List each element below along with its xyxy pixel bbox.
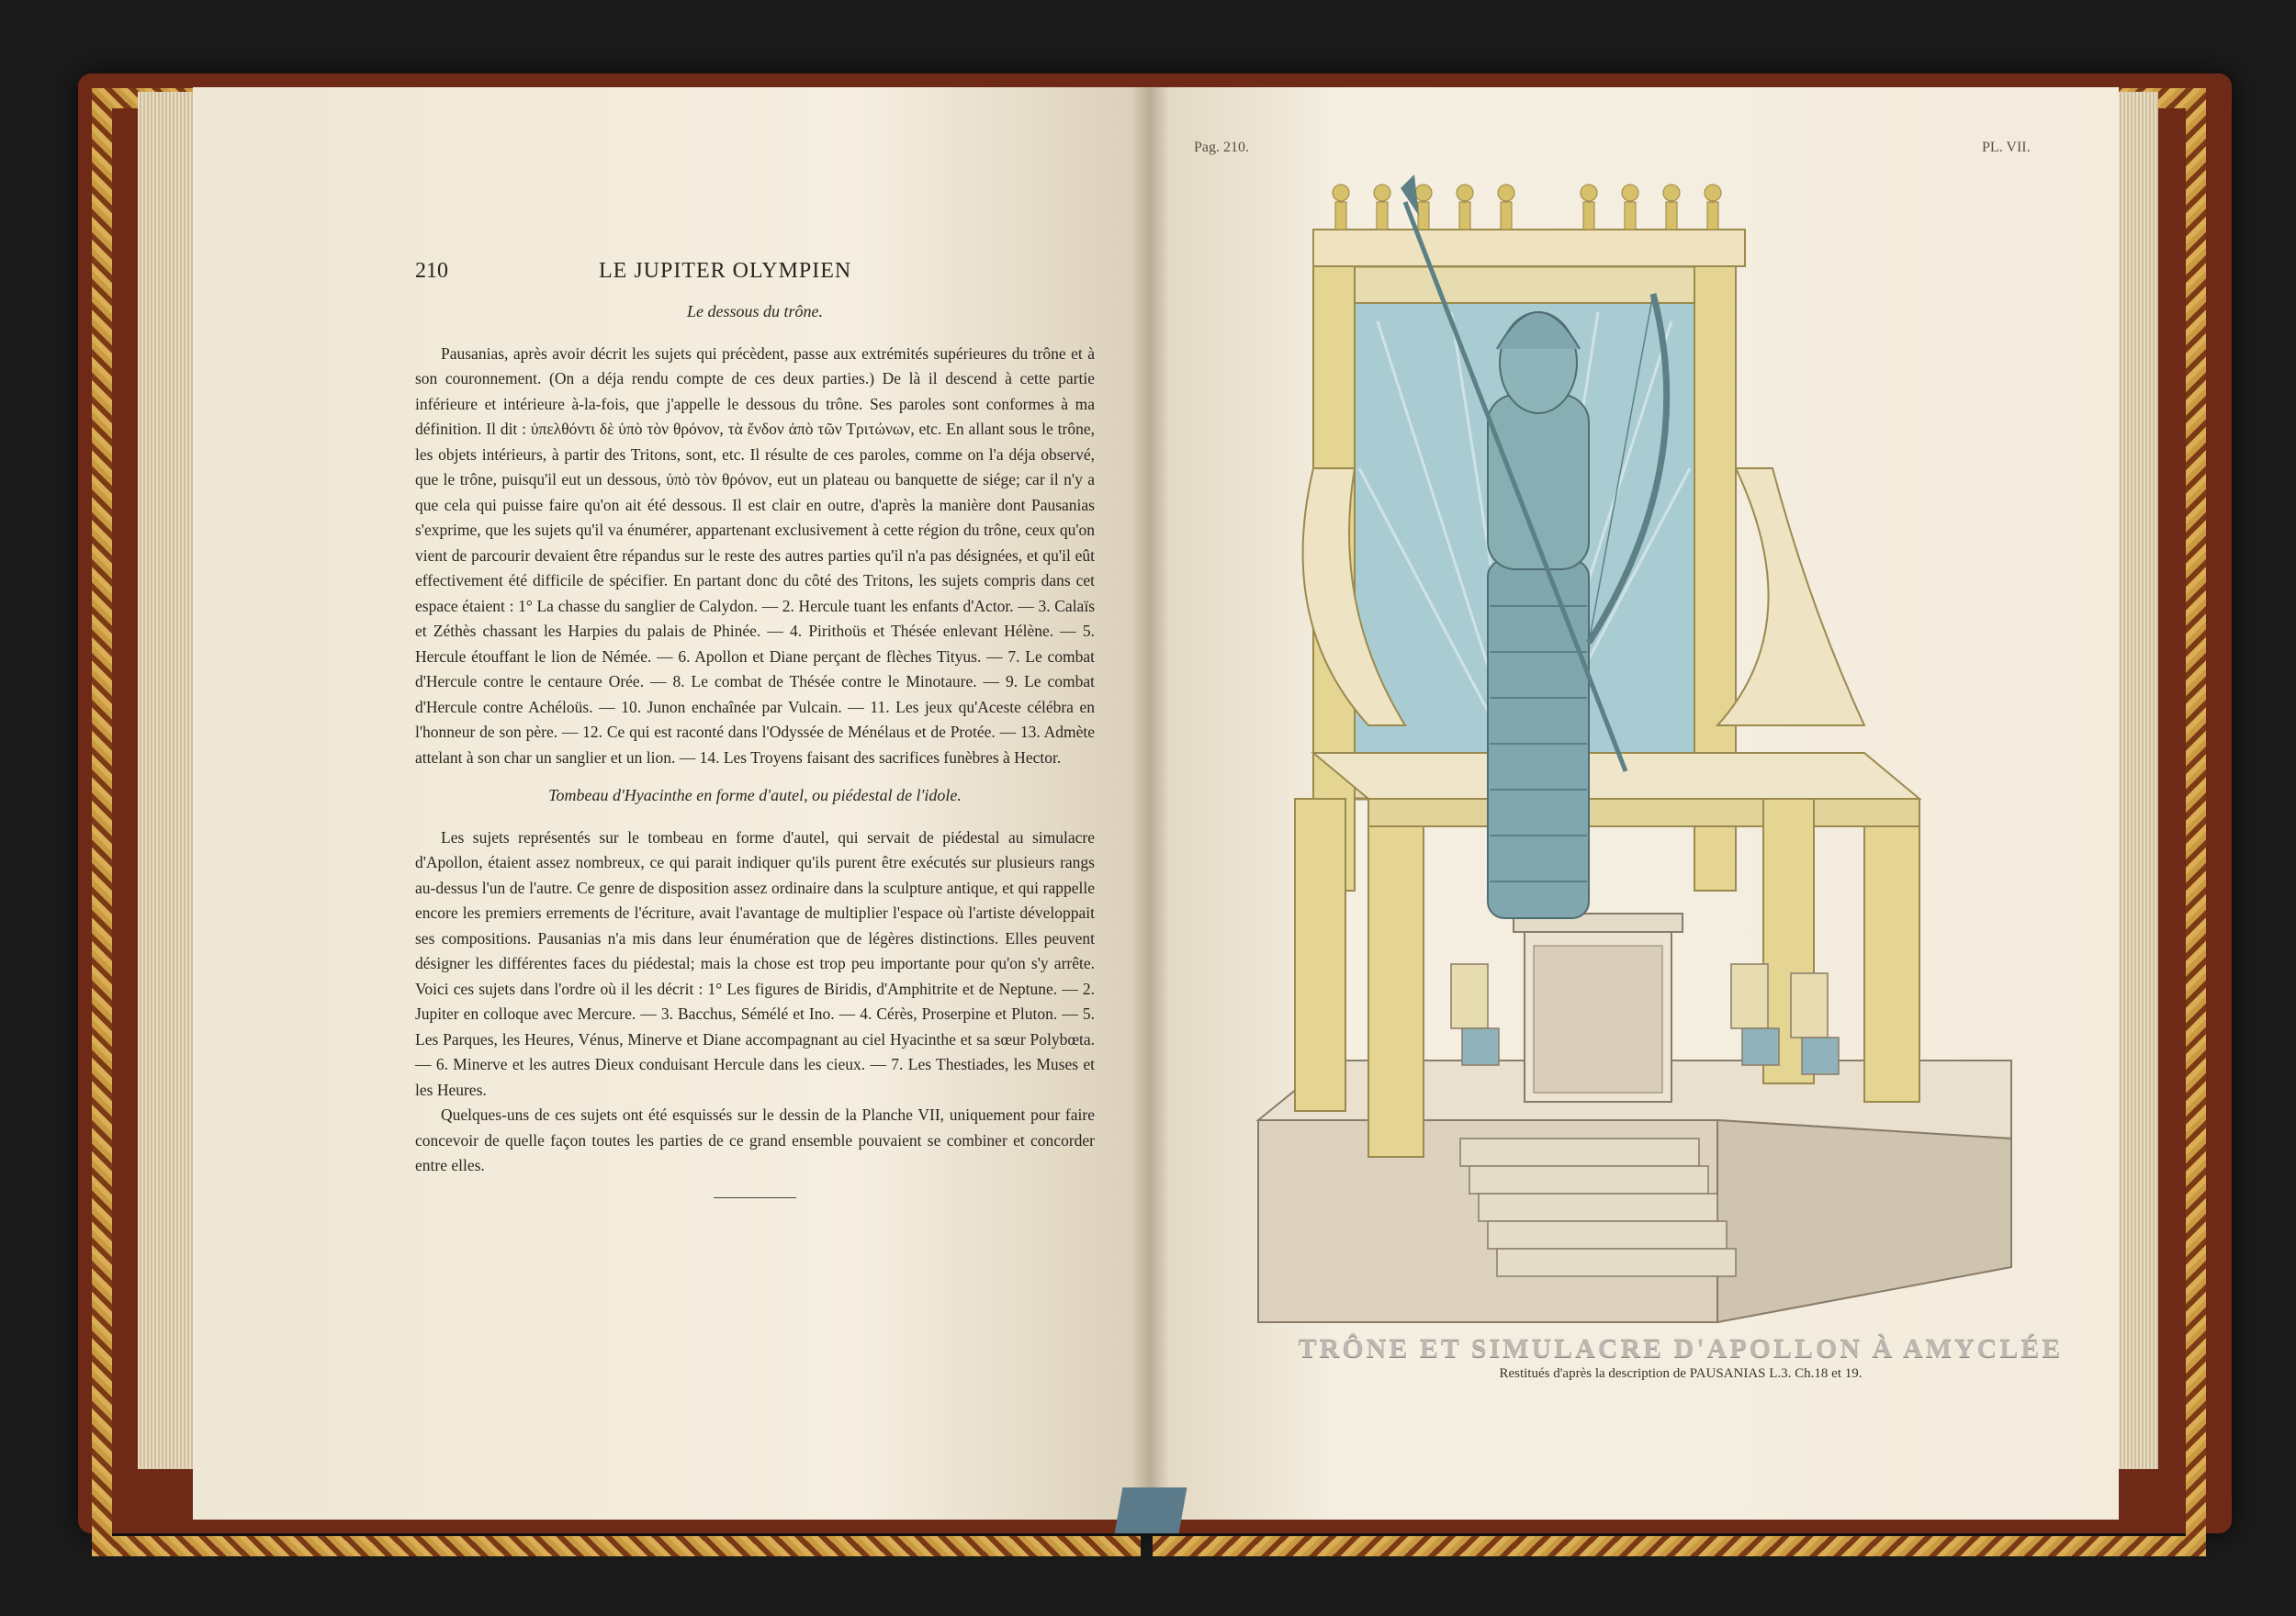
end-rule bbox=[714, 1197, 796, 1198]
paragraph-planche: Quelques-uns de ces sujets ont été esquissés sur le dessin de la Planche VII, uniquement pour faire concevoir de quelle façon toutes les parties de ce grand ensemble pouvaient se combiner et concorder entre elles. bbox=[415, 1105, 1095, 1174]
left-page-text bbox=[415, 299, 1095, 1198]
plate-page-ref: Pag. 210. bbox=[1194, 140, 1249, 155]
section-heading-dessous: Le dessous du trône. bbox=[687, 302, 823, 320]
paragraph-tombeau: Les sujets représentés sur le tombeau en forme d'autel, qui servait de piédestal au simulacre d'Apollon, étaient assez nombreux, ce qui parait indiquer qu'ils purent être exécutés sur plusieurs rangs au-dessus l'un de l'autre. Ce genre de disposition assez ordinaire dans la sculpture antique, et qui rappelle encore les premiers errements de l'écriture, avait l'avantage de multiplier l'espace où l'artiste développait ses compositions. Pausanias n'a mis dans leur énumération que de légères distinctions. Elles peuvent désigner les différentes faces du piédestal; mais la chose est trop peu importante pour qu'on s'y arrête. Voici ces sujets dans l'ordre où il les décrit : 1° Les figures de Biridis, d'Amphitrite et de Neptune. — 2. Jupiter en colloque avec Mercure. — 3. Bacchus, Sémélé et Ino. — 4. Cérès, Proserpine et Pluton. — 5. Les Parques, les Heures, Vénus, Minerve et Diane accompagnant au ciel Hyacinthe et sa sœur Polybœta. — 6. Minerve et les autres Dieux conduisant Hercule dans les cieux. — 7. Les Thestiades, les Muses et les Heures. bbox=[415, 827, 1095, 1099]
plate-title: TRÔNE ET SIMULACRE D'APOLLON À AMYCLÉE bbox=[1298, 1333, 2064, 1364]
plate-subtitle: Restitués d'après la description de PAUSANIAS L.3. Ch.18 et 19. bbox=[1499, 1366, 1863, 1381]
section-heading-tombeau: Tombeau d'Hyacinthe en forme d'autel, ou piédestal de l'idole. bbox=[548, 786, 962, 804]
running-head bbox=[415, 259, 1095, 284]
plate-number: PL. VII. bbox=[1982, 140, 2031, 155]
paragraph-dessous: Pausanias, après avoir décrit les sujets qui précèdent, passe aux extrémités supérieures du trône et à son couronnement. (On a déja rendu compte de ces deux parties.) De là il descend à cette partie inférieure et intérieure à-la-fois, que j'appelle le dessous du trône. Ses paroles sont conformes à ma définition. Il dit : ὑπελθόντι δὲ ὑπὸ τὸν θρόνον, τὰ ἔνδον ἀπὸ τῶν Τριτώνων, etc. En allant sous le trône, les objets intérieurs, à partir des Tritons, sont, etc. Il résulte de ces paroles, comme on l'a déja observé, que le trône, puisqu'il eut un dessous, ὑπὸ τὸν θρόνον, eut un plateau ou banquette de siége; car il n'y a que cela qui puisse faire qu'on ait été dessous. Il est clair en outre, d'après la manière dont Pausanias s'exprime, que les sujets qu'il va énumérer, appartenant exclusivement à cette région du trône, ceux qu'on vient de parcourir devaient être répandus sur le reste des autres parties qu'il n'a pas désignées, et qu'il eût effectivement été difficile de spécifier. En partant donc du côté des Tritons, les sujets compris dans cet espace étaient : 1° La chasse du sanglier de Calydon. — 2. Hercule tuant les enfants d'Actor. — 3. Calaïs et Zéthès chassant les Harpies du palais de Phinée. — 4. Pirithoüs et Thésée enlevant Hélène. — 5. Hercule étouffant le lion de Némée. — 6. Apollon et Diane perçant de flèches Tityus. — 7. Le combat d'Hercule contre le centaure Orée. — 8. Le combat de Thésée contre le Minotaure. — 9. Le combat d'Hercule contre Achéloüs. — 10. Junon enchaînée par Vulcain. — 11. Les jeux qu'Aceste célébra en l'honneur de son père. — 12. Ce qui est raconté dans l'Odyssée de Ménélaus et de Protée. — 13. Admète attelant à son char un sanglier et un lion. — 14. Les Troyens faisant des sacrifices funèbres à Hector. bbox=[415, 343, 1095, 767]
throne-illustration bbox=[1221, 165, 2048, 1368]
bookmark-ribbon bbox=[1115, 1487, 1187, 1533]
running-title: LE JUPITER OLYMPIEN bbox=[599, 259, 852, 283]
page-number: 210 bbox=[415, 259, 448, 283]
